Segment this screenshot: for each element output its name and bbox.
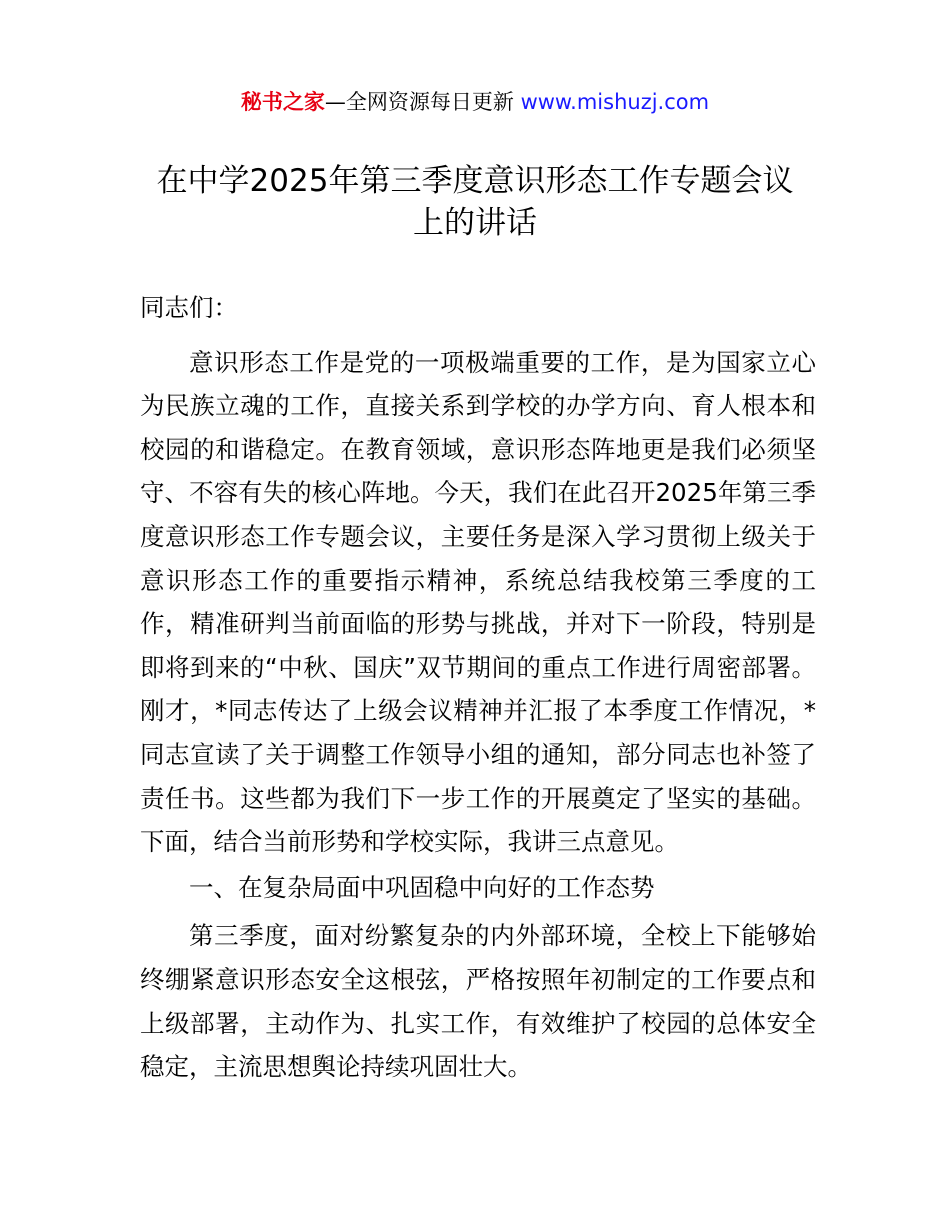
section-paragraph: 第三季度，面对纷繁复杂的内外部环境，全校上下能够始终绷紧意识形态安全这根弦，严格按照年初制定的工作要点和上级部署，主动作为、扎实工作，有效维护了校园的总体安全稳定，主流思想舆论持续巩固壮大。 [140, 921, 816, 1082]
intro-paragraph: 意识形态工作是党的一项极端重要的工作，是为国家立心为民族立魂的工作，直接关系到学校的办学方向、育人根本和校园的和谐稳定。在教育领域，意识形态阵地更是我们必须坚守、不容有失的核心阵地。今天，我们在此召开2025年第三季度意识形态工作专题会议，主要任务是深入学习贯彻上级关于意识形态工作的重要指示精神，系统总结我校第三季度的工作，精准研判当前面临的形势与挑战，并对下一阶段，特别是即将到来的“中秋、国庆”双节期间的重点工作进行周密部署。刚才，*同志传达了上级会议精神并汇报了本季度工作情况，*同志宣读了关于调整工作领导小组的通知，部分同志也补签了责任书。这些都为我们下一步工作的开展奠定了坚实的基础。下面，结合当前形势和学校实际，我讲三点意见。 [140, 347, 816, 857]
brand-name: 秘书之家 [240, 90, 325, 114]
salutation: 同志们： [140, 293, 238, 322]
section-heading: 一、在复杂局面中巩固稳中向好的工作态势 [189, 872, 655, 902]
site-tagline: —全网资源每日更新 [324, 90, 514, 114]
document-title [120, 160, 830, 244]
title-line-2: 上的讲话 [413, 205, 537, 241]
site-url-link[interactable]: www.mishuzj.com [520, 90, 710, 114]
title-line-1: 在中学2025年第三季度意识形态工作专题会议 [156, 163, 794, 199]
document-body [140, 286, 816, 1089]
site-header [0, 86, 950, 118]
